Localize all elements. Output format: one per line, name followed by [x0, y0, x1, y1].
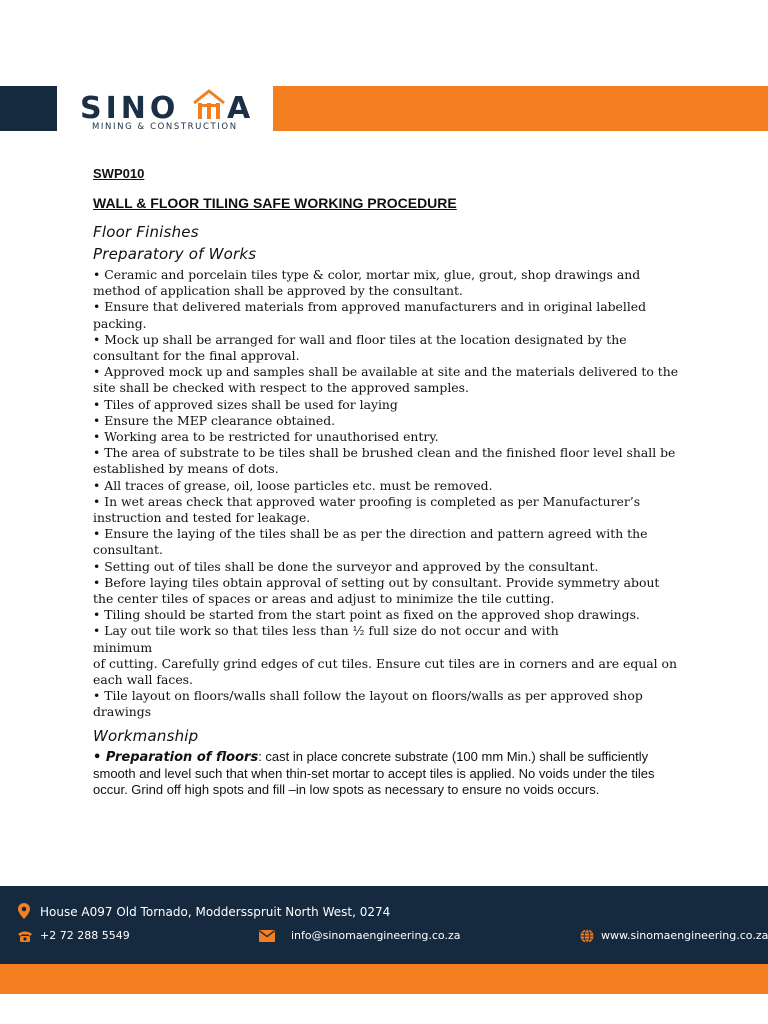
logo-wordmark-graphic	[80, 86, 260, 126]
list-item: • Mock up shall be arranged for wall and floor tiles at the location designated by the consultant for the final approval.	[93, 331, 627, 364]
list-item: • The area of substrate to be tiles shall be brushed clean and the finished floor level shall be established by means of dots.	[93, 445, 676, 477]
list-item: of cutting. Carefully grind edges of cut tiles. Ensure cut tiles are in corners and are equal on each wall faces.	[93, 655, 677, 688]
list-item: • In wet areas check that approved water proofing is completed as per Manufacturer’s instruction and tested for leakage.	[93, 493, 641, 526]
list-item: • Approved mock up and samples shall be available at site and the materials delivered to the site shall be checked with respect to the approved samples.	[93, 364, 679, 396]
document-body	[93, 166, 683, 798]
document-code: SWP010	[93, 166, 145, 181]
footer-phone[interactable]: +2 72 288 5549	[40, 929, 130, 942]
envelope-icon	[259, 930, 275, 942]
location-pin-icon	[18, 903, 30, 919]
list-item: • Tiling should be started from the start point as fixed on the approved shop drawings.	[93, 607, 640, 623]
preparation-of-floors-paragraph	[93, 749, 683, 799]
preparation-label: • Preparation of floors	[93, 749, 259, 765]
header-navy-bar	[0, 86, 57, 131]
footer-website[interactable]: www.sinomaengineering.co.za	[601, 929, 768, 942]
company-logo	[80, 86, 260, 136]
list-item: • Ensure that delivered materials from approved manufacturers and in original labelled packing.	[93, 299, 647, 331]
list-item: • Ceramic and porcelain tiles type & color, mortar mix, glue, grout, shop drawings and method of application shall be approved by the consultant.	[93, 267, 641, 299]
list-item: • All traces of grease, oil, loose particles etc. must be removed.	[93, 477, 493, 493]
section-heading-workmanship: Workmanship	[93, 726, 199, 745]
section-heading-floor-finishes: Floor Finishes	[93, 223, 199, 241]
list-item: • Ensure the MEP clearance obtained.	[93, 412, 336, 428]
list-item: • Before laying tiles obtain approval of setting out by consultant. Provide symmetry about the center tiles of spaces or areas and adjust to minimize the tile cutting.	[93, 574, 660, 607]
section-heading-preparatory-works: Preparatory of Works	[93, 245, 257, 263]
globe-icon	[580, 929, 594, 943]
footer-email[interactable]: info@sinomaengineering.co.za	[291, 929, 461, 942]
footer-address: House A097 Old Tornado, Moddersspruit North West, 0274	[40, 905, 391, 919]
header-orange-bar	[273, 86, 768, 131]
logo-tagline: MINING & CONSTRUCTION	[92, 122, 238, 132]
bullet-list	[93, 267, 683, 721]
list-item: • Tile layout on floors/walls shall follow the layout on floors/walls as per approved shop drawings	[93, 688, 643, 720]
preparation-text: : cast in place concrete substrate (100 mm Min.) shall be sufficiently smooth and level such that when thin-set mortar to accept tiles is applied. No voids under the tiles occur. Grind off high spots and fill –in low spots as necessary to ensure no voids occurs.	[93, 748, 655, 798]
phone-icon	[17, 930, 33, 942]
document-title: WALL & FLOOR TILING SAFE WORKING PROCEDURE	[93, 195, 457, 211]
footer-orange-bar	[0, 964, 768, 994]
svg-text:SINO: SINO	[80, 91, 180, 126]
list-item: • Ensure the laying of the tiles shall be as per the direction and pattern agreed with the consultant.	[93, 526, 648, 558]
list-item: • Working area to be restricted for unauthorised entry.	[93, 429, 439, 445]
footer	[0, 886, 768, 964]
svg-text:A: A	[227, 91, 251, 126]
list-item: • Setting out of tiles shall be done the surveyor and approved by the consultant.	[93, 558, 599, 574]
list-item: • Tiles of approved sizes shall be used for laying	[93, 396, 398, 412]
list-item: • Lay out tile work so that tiles less than ½ full size do not occur and with minimum	[93, 623, 559, 655]
